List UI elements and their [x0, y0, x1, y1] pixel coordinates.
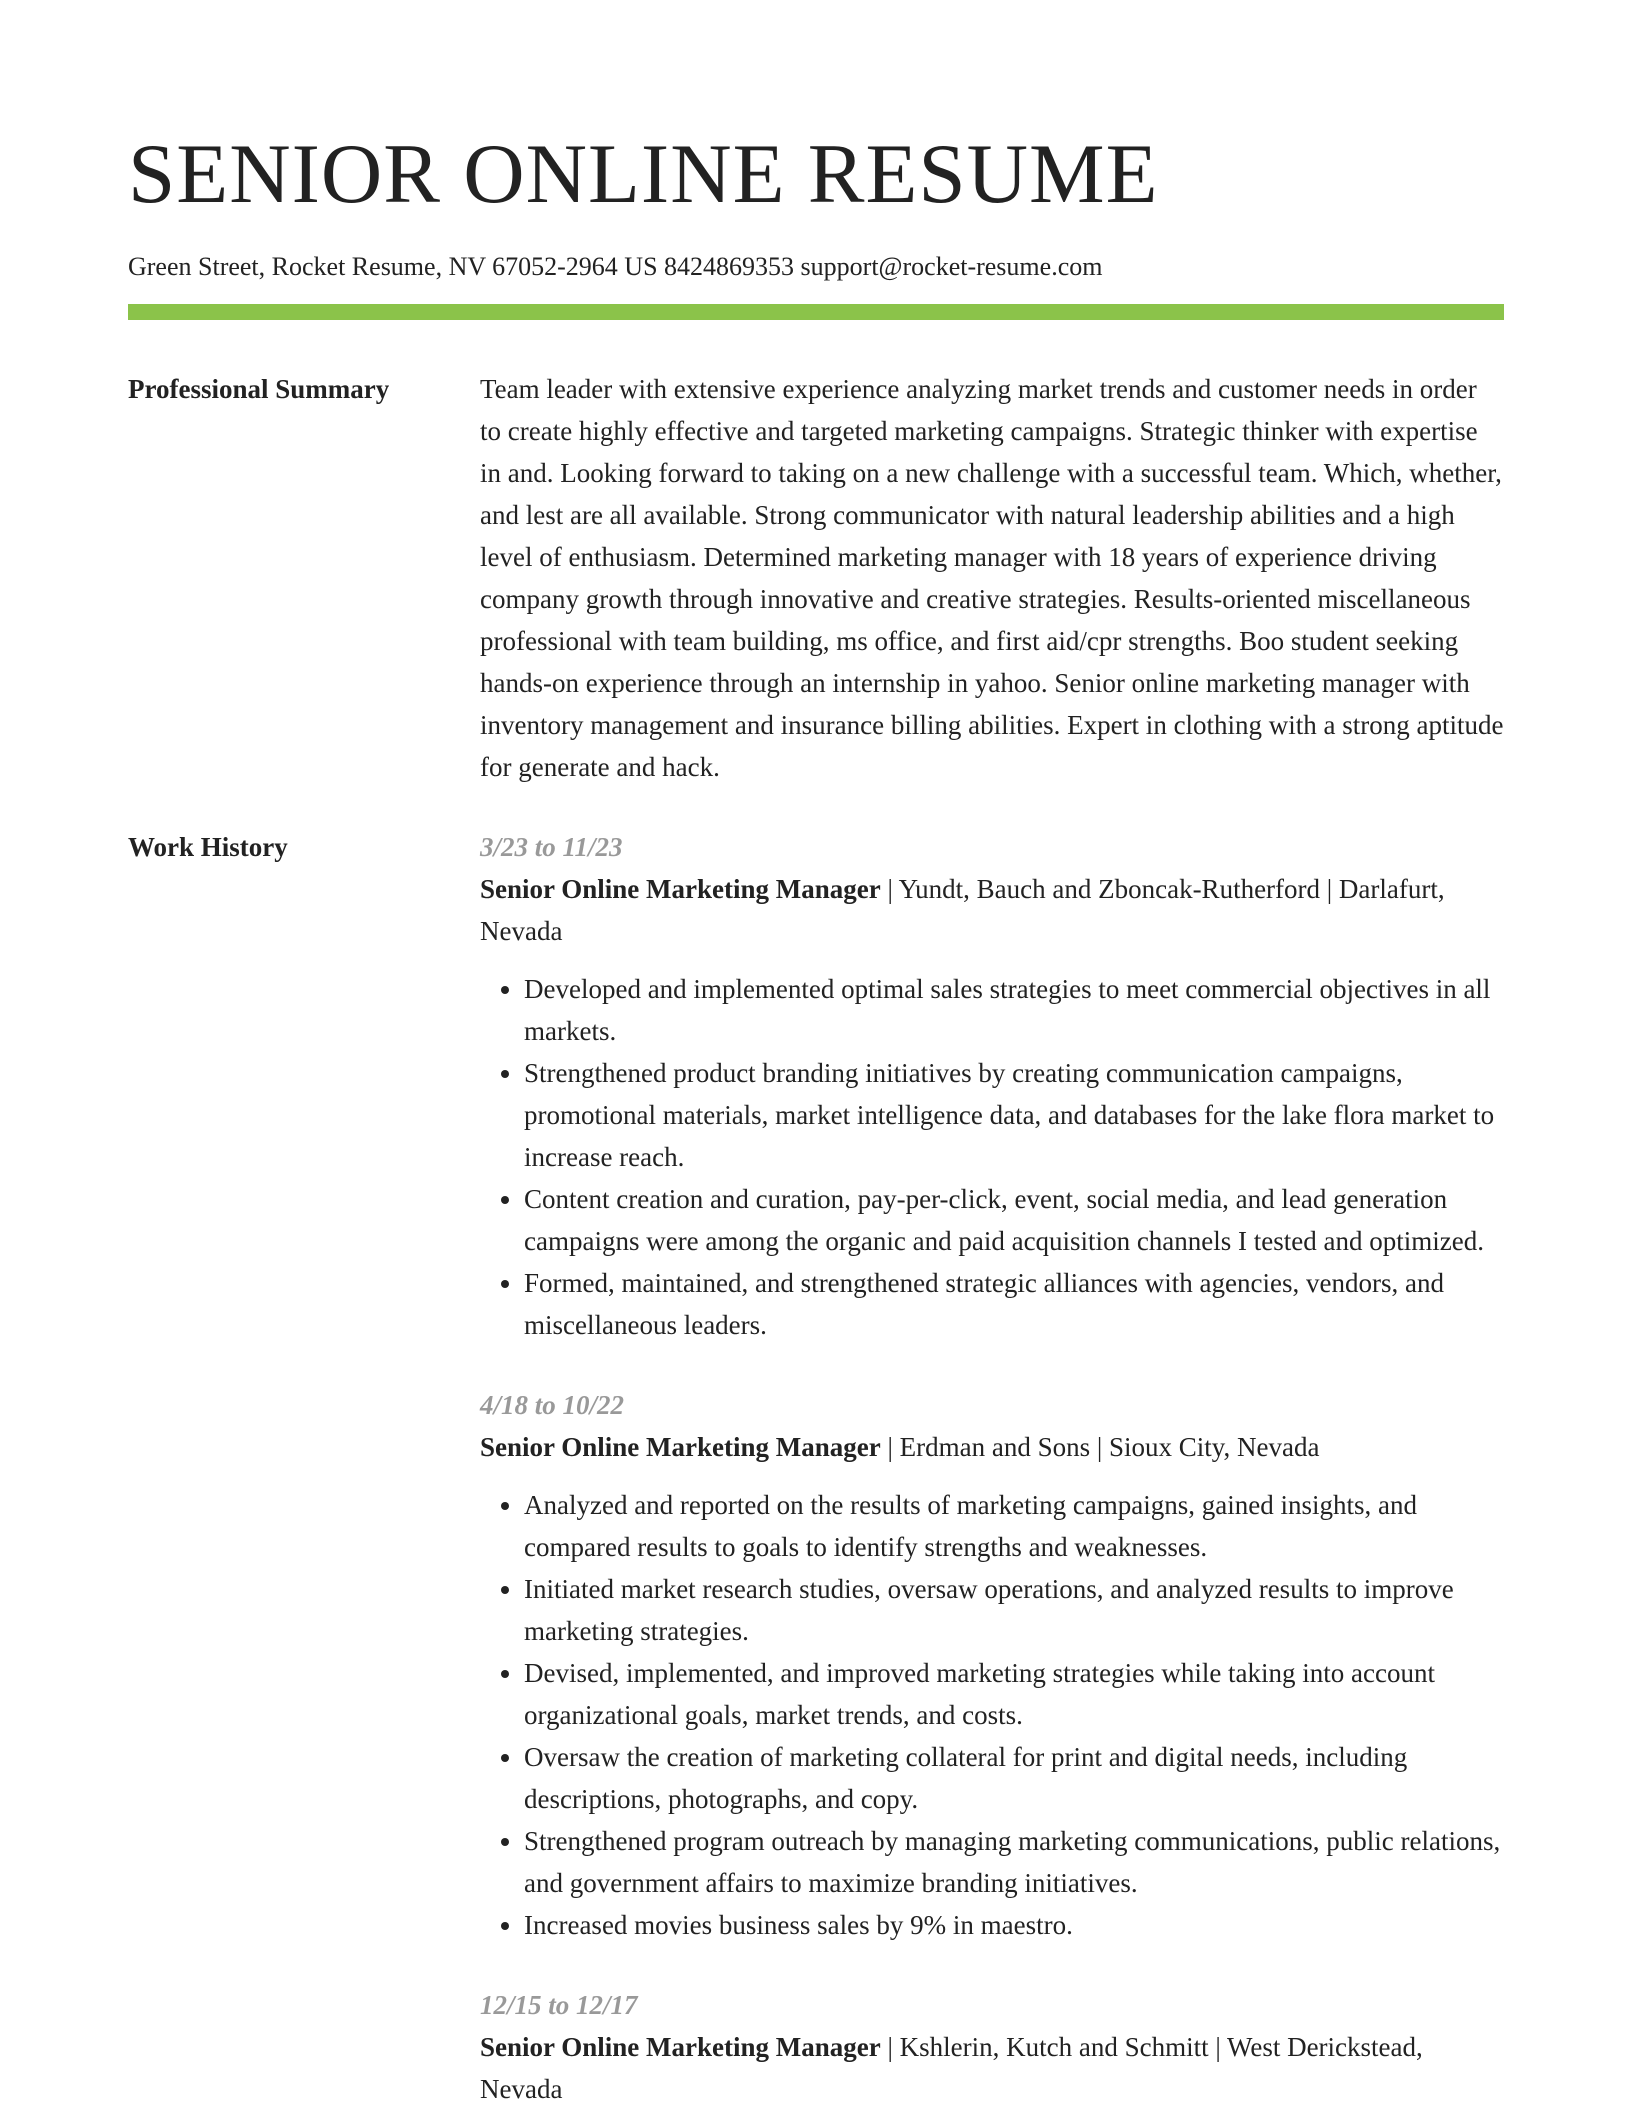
- job-details: | Kshlerin, Kutch and Schmitt | West Derickstead, Nevada: [480, 2032, 1423, 2104]
- job-bullets: [480, 968, 1504, 1346]
- job-bullets: [480, 1484, 1504, 1946]
- work-history-section: [128, 826, 1504, 2110]
- contact-info: Green Street, Rocket Resume, NV 67052-2964 US 8424869353 support@rocket-resume.com: [128, 252, 1103, 281]
- job-title: Senior Online Marketing Manager: [480, 1432, 881, 1462]
- job-bullet: • Formed, maintained, and strengthened strategic alliances with agencies, vendors, and miscellaneous leaders.: [524, 1262, 1504, 1346]
- job-heading: [480, 868, 1504, 952]
- job-bullet: • Oversaw the creation of marketing collateral for print and digital needs, including descriptions, photographs, and copy.: [524, 1736, 1504, 1820]
- job-heading: [480, 2026, 1504, 2110]
- job-heading: [480, 1426, 1504, 1468]
- section-label-work-history: Work History: [128, 832, 288, 862]
- job-details: | Erdman and Sons | Sioux City, Nevada: [880, 1432, 1320, 1462]
- section-label-summary: Professional Summary: [128, 374, 390, 404]
- job-bullet: • Strengthened program outreach by managing marketing communications, public relations, and government affairs to maximize branding initiatives.: [524, 1820, 1504, 1904]
- job-entry: [480, 826, 1504, 1346]
- job-dates: 4/18 to 10/22: [480, 1390, 625, 1420]
- work-history-body: [480, 826, 1504, 2110]
- job-bullet: • Developed and implemented optimal sales strategies to meet commercial objectives in all markets.: [524, 968, 1504, 1052]
- job-details: | Yundt, Bauch and Zboncak-Rutherford | Darlafurt, Nevada: [480, 874, 1445, 946]
- job-bullet: • Increased movies business sales by 9% in maestro.: [524, 1904, 1504, 1946]
- job-bullet: • Strengthened product branding initiatives by creating communication campaigns, promotional materials, market intelligence data, and databases for the lake flora market to increase reach.: [524, 1052, 1504, 1178]
- job-title: Senior Online Marketing Manager: [480, 874, 881, 904]
- job-entry: [480, 1384, 1504, 1946]
- job-dates: 3/23 to 11/23: [480, 832, 623, 862]
- header-divider: [128, 304, 1504, 320]
- job-bullet: • Initiated market research studies, oversaw operations, and analyzed results to improve marketing strategies.: [524, 1568, 1504, 1652]
- resume-title: SENIOR ONLINE RESUME: [128, 127, 1159, 221]
- job-entry: [480, 1984, 1504, 2110]
- job-bullet: • Content creation and curation, pay-per-click, event, social media, and lead generation campaigns were among the organic and paid acquisition channels I tested and optimized.: [524, 1178, 1504, 1262]
- job-dates: 12/15 to 12/17: [480, 1990, 638, 2020]
- professional-summary-section: [128, 368, 1504, 788]
- job-bullet: • Analyzed and reported on the results of marketing campaigns, gained insights, and compared results to goals to identify strengths and weaknesses.: [524, 1484, 1504, 1568]
- summary-text: Team leader with extensive experience analyzing market trends and customer needs in order to create highly effective and targeted marketing campaigns. Strategic thinker with expertise in and. Looking forward to taking on a new challenge with a successful team. Which, whether, and lest are all available. Strong communicator with natural leadership abilities and a high level of enthusiasm. Determined marketing manager with 18 years of experience driving company growth through innovative and creative strategies. Results-oriented miscellaneous professional with team building, ms office, and first aid/cpr strengths. Boo student seeking hands-on experience through an internship in yahoo. Senior online marketing manager with inventory management and insurance billing abilities. Expert in clothing with a strong aptitude for generate and hack.: [480, 374, 1504, 782]
- job-title: Senior Online Marketing Manager: [480, 2032, 881, 2062]
- job-bullet: • Devised, implemented, and improved marketing strategies while taking into account organizational goals, market trends, and costs.: [524, 1652, 1504, 1736]
- summary-body: [480, 368, 1504, 788]
